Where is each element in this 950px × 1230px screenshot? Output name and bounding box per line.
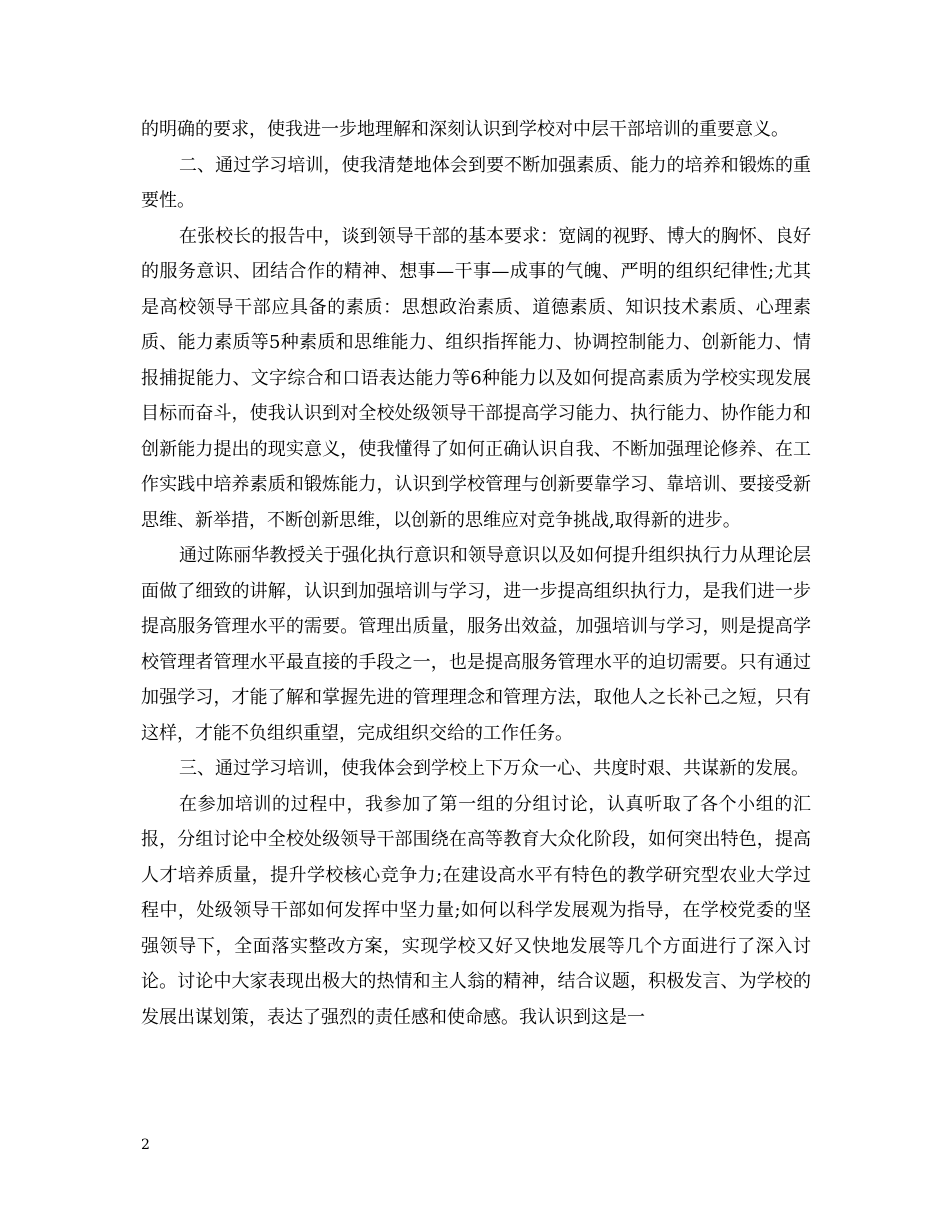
body-text <box>141 112 811 1035</box>
paragraph-1: 的明确的要求，使我进一步地理解和深刻认识到学校对中层干部培训的重要意义。 <box>141 119 789 140</box>
paragraph-3: 在张校长的报告中，谈到领导干部的基本要求：宽阔的视野、博大的胸怀、良好的服务意识、团结合作的精神、想事—干事—成事的气魄、严明的组织纪律性;尤其是高校领导干部应具备的素质：思想政治素质、道德素质、知识技术素质、心理素质、能力素质等5种素质和思维能力、组织指挥能力、协调控制能力、创新能力、情报捕捉能力、文字综合和口语表达能力等6种能力以及如何提高素质为学校实现发展目标而奋斗，使我认识到对全校处级领导干部提高学习能力、执行能力、协作能力和创新能力提出的现实意义，使我懂得了如何正确认识自我、不断加强理论修养、在工作实践中培养素质和锻炼能力，认识到学校管理与创新要靠学习、靠培训、要接受新思维、新举措，不断创新思维，以创新的思维应对竞争挑战,取得新的进步。 <box>141 225 811 531</box>
paragraph-6: 在参加培训的过程中，我参加了第一组的分组讨论，认真听取了各个小组的汇报，分组讨论中全校处级领导干部围绕在高等教育大众化阶段，如何突出特色，提高人才培养质量，提升学校核心竞争力;在建设高水平有特色的教学研究型农业大学过程中，处级领导干部如何发挥中坚力量;如何以科学发展观为指导，在学校党委的坚强领导下，全面落实整改方案，实现学校又好又快地发展等几个方面进行了深入讨论。讨论中大家表现出极大的热情和主人翁的精神，结合议题，积极发言、为学校的发展出谋划策，表达了强烈的责任感和使命感。我认识到这是一 <box>141 793 811 1028</box>
paragraph-2: 二、通过学习培训，使我清楚地体会到要不断加强素质、能力的培养和锻炼的重要性。 <box>141 154 811 211</box>
paragraph-5: 三、通过学习培训，使我体会到学校上下万众一心、共度时艰、共谋新的发展。 <box>179 758 809 779</box>
page-number: 2 <box>141 1137 150 1153</box>
paragraph-4: 通过陈丽华教授关于强化执行意识和领导意识以及如何提升组织执行力从理论层面做了细致的讲解，认识到加强培训与学习，进一步提高组织执行力，是我们进一步提高服务管理水平的需要。管理出质量，服务出效益，加强培训与学习，则是提高学校管理者管理水平最直接的手段之一，也是提高服务管理水平的迫切需要。只有通过加强学习，才能了解和掌握先进的管理理念和管理方法，取他人之长补己之短，只有这样，才能不负组织重望，完成组织交给的工作任务。 <box>141 545 811 744</box>
